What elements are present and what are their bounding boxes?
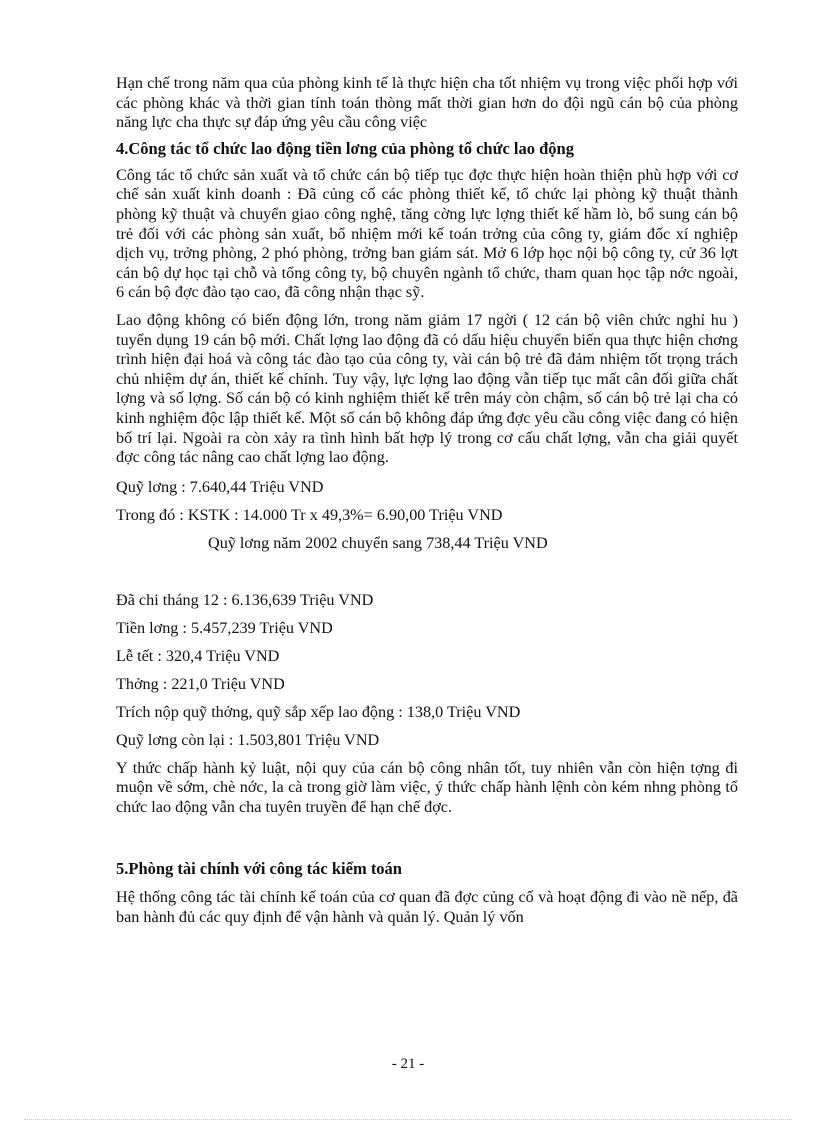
- paragraph-to-chuc-san-xuat: Công tác tổ chức sản xuất và tổ chức cán bộ tiếp tục đợc thực hiện hoàn thiện phù hợp với cơ chế sản xuất kinh doanh : Đã củng cố các phòng thiết kế, tổ chức lại phòng kỹ thuật thành phòng kỹ thuật và chuyển giao công nghệ, tăng cờng lực lợng thiết kế hầm lò, bổ sung cán bộ trẻ đối với các phòng sản xuất, bổ nhiệm mới kế toán trởng của công ty, giám đốc xí nghiệp dịch vụ, trởng phòng, 2 phó phòng, trởng ban giám sát. Mở 6 lớp học nội bộ công ty, cử 36 lợt cán bộ dự học tại chỗ và tổng công ty, bộ chuyên ngành tổ chức, tham quan học tập nớc ngoài, 6 cán bộ đợc đào tạo cao, đã công nhận thạc sỹ.: [116, 165, 738, 302]
- expense-bonus: Thởng : 221,0 Triệu VND: [116, 674, 285, 693]
- expense-contribution: Trích nộp quỹ thởng, quỹ sắp xếp lao động : 138,0 Triệu VND: [116, 702, 521, 721]
- page-bottom-divider: [24, 1119, 792, 1120]
- paragraph-lao-dong: Lao động không có biến động lớn, trong năm giảm 17 ngời ( 12 cán bộ viên chức nghỉ hu ) tuyển dụng 19 cán bộ mới. Chất lợng lao động đã có dấu hiệu chuyển biến qua thực hiện chơng trình hiện đại hoá và công tác đào tạo của công ty, vài cán bộ trẻ đã đảm nhiệm tốt trọng trách chủ nhiệm dự án, thiết kế chính. Tuy vậy, lực lợng lao động vẫn tiếp tục mất cân đối giữa chất lợng và số lợng. Số cán bộ có kinh nghiệm thiết kế trên máy còn chậm, số cán bộ trẻ lại cha có kinh nghiệm độc lập thiết kế. Một số cán bộ không đáp ứng đợc yêu cầu công việc đang có hiện bố trí lại. Ngoài ra còn xảy ra tình hình bất hợp lý trong cơ cấu chất lợng, vẫn cha giải quyết đợc công tác nâng cao chất lợng lao động.: [116, 310, 738, 467]
- salary-fund-total: Quỹ lơng : 7.640,44 Triệu VND: [116, 477, 324, 496]
- paragraph-tai-chinh: Hệ thống công tác tài chính kế toán của cơ quan đã đợc củng cố và hoạt động đi vào nề nếp, đã ban hành đủ các quy định để vận hành và quản lý. Quản lý vốn: [116, 888, 738, 927]
- salary-fund-breakdown: Trong đó : KSTK : 14.000 Tr x 49,3%= 6.90,00 Triệu VND: [116, 505, 503, 524]
- section-heading-5: 5.Phòng tài chính với công tác kiểm toán: [116, 859, 402, 879]
- page-number: - 21 -: [391, 1056, 425, 1072]
- expense-paid-december: Đã chi tháng 12 : 6.136,639 Triệu VND: [116, 590, 374, 609]
- document-body: [116, 74, 738, 928]
- paragraph-ky-luat: Y thức chấp hành kỷ luật, nội quy của cán bộ công nhân tốt, tuy nhiên vẫn còn hiện tợng đi muộn về sớm, chè nớc, la cà trong giờ làm việc, ý thức chấp hành lệnh còn kém nhng phòng tổ chức lao động vẫn cha tuyên truyền để hạn chế đợc.: [116, 758, 738, 816]
- expenditure-block: [116, 590, 738, 750]
- paragraph-phong-kinh-te: Hạn chế trong năm qua của phòng kinh tế là thực hiện cha tốt nhiệm vụ trong việc phối hợp với các phòng khác và thời gian tính toán thòng mất thời gian hơn do đội ngũ cán bộ của phòng năng lực cha thực sự đáp ứng yêu cầu công việc: [116, 74, 738, 132]
- salary-fund-block: [116, 477, 738, 553]
- salary-fund-remaining: Quỹ lơng còn lại : 1.503,801 Triệu VND: [116, 730, 380, 749]
- expense-wages: Tiền lơng : 5.457,239 Triệu VND: [116, 618, 333, 637]
- expense-holidays: Lễ tết : 320,4 Triệu VND: [116, 646, 280, 665]
- salary-fund-carryover: Quỹ lơng năm 2002 chuyển sang 738,44 Triệu VND: [208, 533, 548, 552]
- section-heading-4: 4.Công tác tổ chức lao động tiền lơng của phòng tổ chức lao động: [116, 138, 574, 158]
